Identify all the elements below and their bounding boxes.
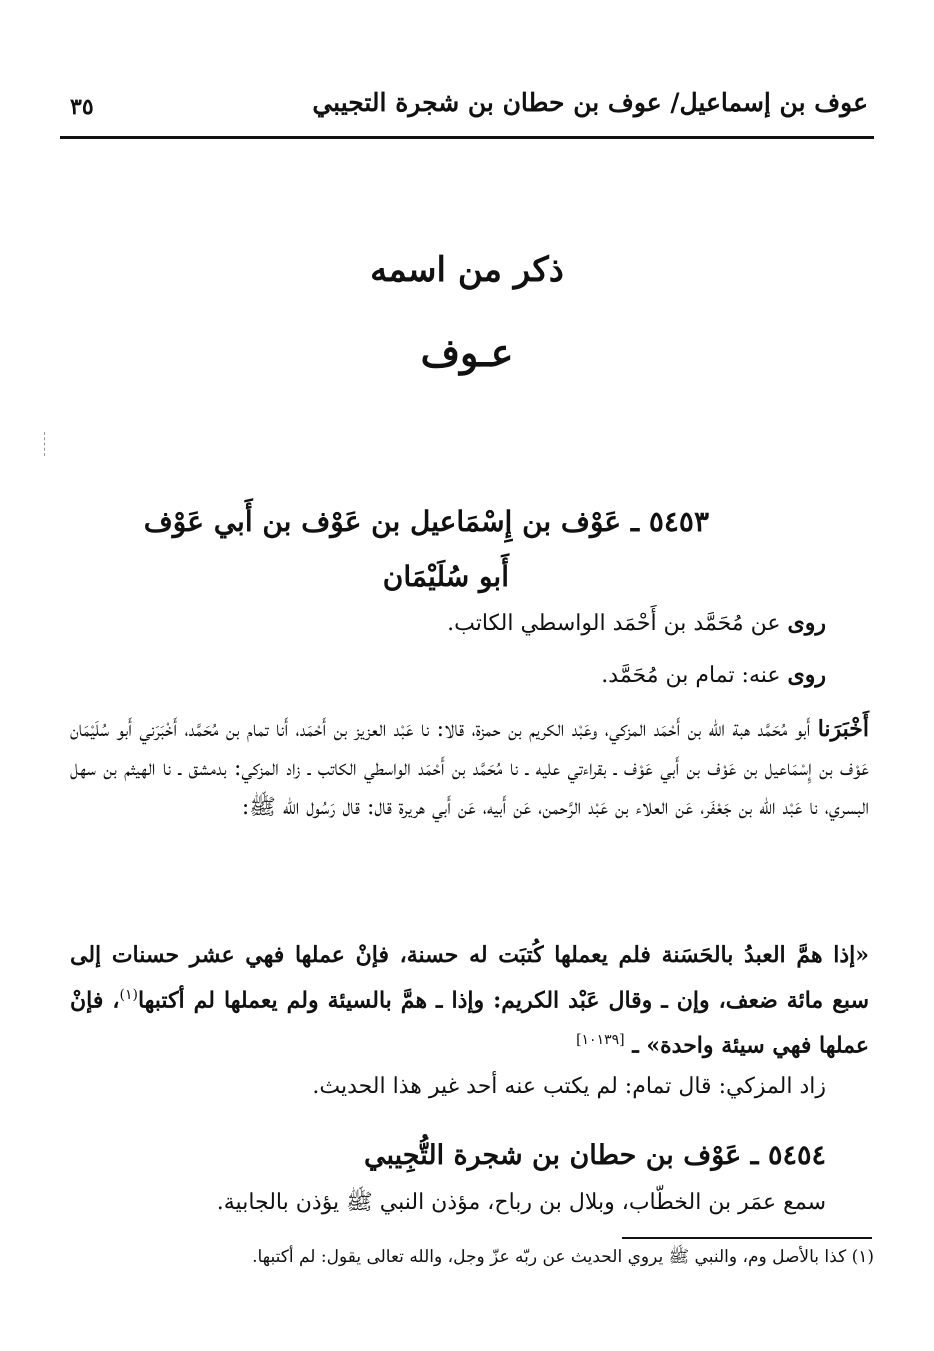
footnote bbox=[252, 1246, 874, 1271]
entry-5453-kunya: أَبو سُلَيْمَان bbox=[382, 560, 509, 593]
narrated-by-line bbox=[601, 662, 826, 688]
hadith-footnote-marker: (١) bbox=[119, 987, 138, 1003]
addition-line: زاد المزكي: قال تمام: لم يكتب عنه أحد غير هذا الحديث. bbox=[312, 1074, 826, 1099]
running-header-title: عوف بن إسماعيل/ عوف بن حطان بن شجرة التجيبي bbox=[312, 88, 868, 117]
section-heading: ذكر من اسمه bbox=[370, 250, 564, 290]
page-number: ٣٥ bbox=[70, 94, 94, 120]
footnote-divider bbox=[622, 1237, 872, 1239]
hadith-text bbox=[70, 935, 869, 1066]
hadith-reference-number: [١٠١٣٩] bbox=[576, 1032, 625, 1049]
footnote-text: كذا بالأصل وم، والنبي ﷺ يروي الحديث عن ربّه عزّ وجل، والله تعالى يقول: لم أكتبها. bbox=[252, 1247, 847, 1267]
footnote-marker: (١) bbox=[851, 1247, 874, 1267]
isnad-paragraph bbox=[70, 710, 869, 827]
isnad-text: أَبو مُحَمَّد هبة الله بن أَحْمَد المزكي، وعَبْد الكريم بن حمزة، قالا: نا عَبْد العزيز بن أَحْمَد، أَنا تمام بن مُحَمَّد، أَخْبَرَني أَبو سُلَيْمَان عَوْف بن إِسْمَاعيل بن عَوْف بن أَبي عَوْف ـ بقراءتي عليه ـ نا مُحَمَّد بن أَحْمَد الواسطي الكاتب ـ زاد المزكي: بدمشق ـ نا الهيثم بن سهل البسري، نا عَبْد الله بن جَعْفَر، عَن العلاء بن عَبْد الرَّحمن، عَن أَبيه، عَن أَبي هريرة قال: قال رَسُول الله ﷺ: bbox=[70, 717, 869, 820]
narrated-from-label: روى bbox=[787, 610, 826, 636]
narrated-from-line bbox=[447, 610, 826, 636]
hadith-part-2: ، فإنْ عملها فهي سيئة واحدة» ـ bbox=[70, 987, 869, 1059]
margin-mark bbox=[44, 432, 45, 456]
entry-5454-title: ٥٤٥٤ ـ عَوْف بن حطان بن شجرة التُّجِيبي bbox=[363, 1140, 826, 1171]
narrated-from-text: عن مُحَمَّد بن أَحْمَد الواسطي الكاتب. bbox=[447, 611, 781, 636]
isnad-lead: أَخْبَرَنا bbox=[817, 716, 870, 742]
header-divider bbox=[60, 136, 874, 139]
narrated-by-text: عنه: تمام بن مُحَمَّد. bbox=[601, 663, 781, 688]
hadith-part-1: «إذا همَّ العبدُ بالحَسَنة فلم يعملها كُتبَت له حسنة، فإنْ عملها فهي عشر حسنات إلى سبع مائة ضعف، وإن ـ وقال عَبْد الكريم: وإذا ـ همَّ بالسيئة ولم يعملها لم أكتبها bbox=[70, 942, 869, 1014]
entry-5453-title: ٥٤٥٣ ـ عَوْف بن إِسْمَاعيل بن عَوْف بن أَبي عَوْف bbox=[143, 505, 709, 538]
narrated-by-label: روى bbox=[787, 662, 826, 688]
section-name-heading: عـوف bbox=[420, 330, 514, 375]
entry-5454-text: سمع عمَر بن الخطّاب، وبلال بن رباح، مؤذن النبي ﷺ يؤذن بالجابية. bbox=[216, 1190, 826, 1215]
